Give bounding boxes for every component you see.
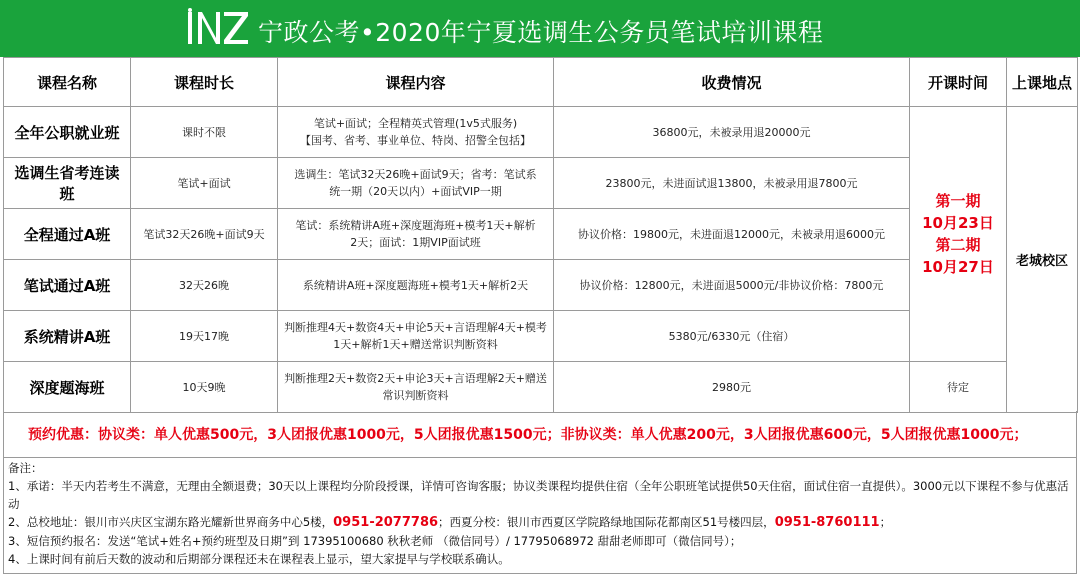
table-row [4,362,1078,413]
course-name: 系统精讲A班 [4,311,131,362]
course-duration: 笔试+面试 [131,158,278,209]
start-time-line: 第一期 [935,192,981,210]
content-line: 判断推理4天+数资4天+申论5天+言语理解4天+模考 [284,321,547,334]
course-content [278,260,554,311]
note-text: ； [879,515,892,529]
note-text: 2、总校地址：银川市兴庆区宝湖东路光耀新世界商务中心5楼， [8,515,334,529]
content-line: 判断推理2天+数资2天+申论3天+言语理解2天+赠送 [284,372,547,385]
course-content [278,158,554,209]
course-content [278,107,554,158]
start-time-line: 第二期 [935,236,981,254]
course-fee: 协议价格：19800元，未进面退12000元，未被录用退6000元 [554,209,910,260]
course-fee: 23800元，未进面试退13800，未被录用退7800元 [554,158,910,209]
course-table [3,57,1078,413]
content-line: 选调生：笔试32天26晚+面试9天；省考：笔试系 [294,168,537,181]
notes-section [3,457,1077,574]
note-text: ；西夏分校：银川市西夏区学院路绿地国际花都南区51号楼四层， [438,515,775,529]
content-line: 2天；面试：1期VIP面试班 [350,236,481,249]
content-line: 系统精讲A班+深度题海班+模考1天+解析2天 [302,278,529,292]
course-duration: 32天26晚 [131,260,278,311]
start-time-line: 10月23日 [922,214,994,232]
start-time-pending: 待定 [910,362,1007,413]
course-content [278,362,554,413]
notes-heading: 备注： [8,461,43,475]
column-header: 课程名称 [4,58,131,107]
nz-logo-icon [186,8,250,48]
note-item: 3、短信预约报名：发送“笔试+姓名+预约班型及日期”到 17395100680 秋秋老师 （微信同号）/ 17795068972 甜甜老师即可（微信同号）； [8,534,742,548]
note-item: 4、上课时间有前后天数的波动和后期部分课程还未在课程表上显示，望大家提早与学校联系确认。 [8,552,510,566]
course-duration: 课时不限 [131,107,278,158]
start-time-line: 10月27日 [922,258,994,276]
course-name: 深度题海班 [4,362,131,413]
header-banner [0,0,1080,57]
phone-number: 0951-2077786 [333,515,439,530]
column-header: 课程内容 [278,58,554,107]
column-header: 收费情况 [554,58,910,107]
column-header: 上课地点 [1007,58,1078,107]
table-header-row [4,58,1078,107]
course-fee: 5380元/6330元（住宿） [554,311,910,362]
content-line: 笔试+面试；全程精英式管理(1v5式服务) [313,117,518,130]
location-cell: 老城校区 [1007,107,1078,413]
content-line: 统一期（20天以内）+面试VIP一期 [329,185,502,198]
promo-text: 预约优惠：协议类：单人优惠500元，3人团报优惠1000元，5人团报优惠1500元；非协议类：单人优惠200元，3人团报优惠600元，5人团报优惠1000元； [28,427,1028,443]
promo-banner [3,411,1077,457]
course-duration: 19天17晚 [131,311,278,362]
content-line: 常识判断资料 [382,389,449,402]
course-fee: 2980元 [554,362,910,413]
course-name: 笔试通过A班 [4,260,131,311]
course-duration: 笔试32天26晚+面试9天 [131,209,278,260]
content-line: 【国考、省考、事业单位、特岗、招警全包括】 [300,134,531,147]
note-item: 1、承诺：半天内若考生不满意，无理由全额退费；30天以上课程均分阶段授课，详情可咨询客服；协议类课程均提供住宿（全年公职班笔试提供50天住宿，面试住宿一直提供）。3000元以下课程不参与优惠活动 [8,479,1069,511]
column-header: 开课时间 [910,58,1007,107]
column-header: 课程时长 [131,58,278,107]
course-name: 全年公职就业班 [4,107,131,158]
phone-number: 0951-8760111 [774,515,880,530]
content-line: 1天+解析1天+赠送常识判断资料 [333,338,498,351]
course-name: 选调生省考连读班 [4,158,131,209]
page-title: 宁政公考•2020年宁夏选调生公务员笔试培训课程 [258,18,824,47]
note-item [8,513,1072,532]
course-fee: 36800元，未被录用退20000元 [554,107,910,158]
course-fee: 协议价格：12800元，未进面退5000元/非协议价格：7800元 [554,260,910,311]
content-line: 笔试：系统精讲A班+深度题海班+模考1天+解析 [295,219,536,232]
table-row [4,107,1078,158]
course-duration: 10天9晚 [131,362,278,413]
course-name: 全程通过A班 [4,209,131,260]
start-time-cell [910,107,1007,362]
course-content [278,209,554,260]
course-content [278,311,554,362]
